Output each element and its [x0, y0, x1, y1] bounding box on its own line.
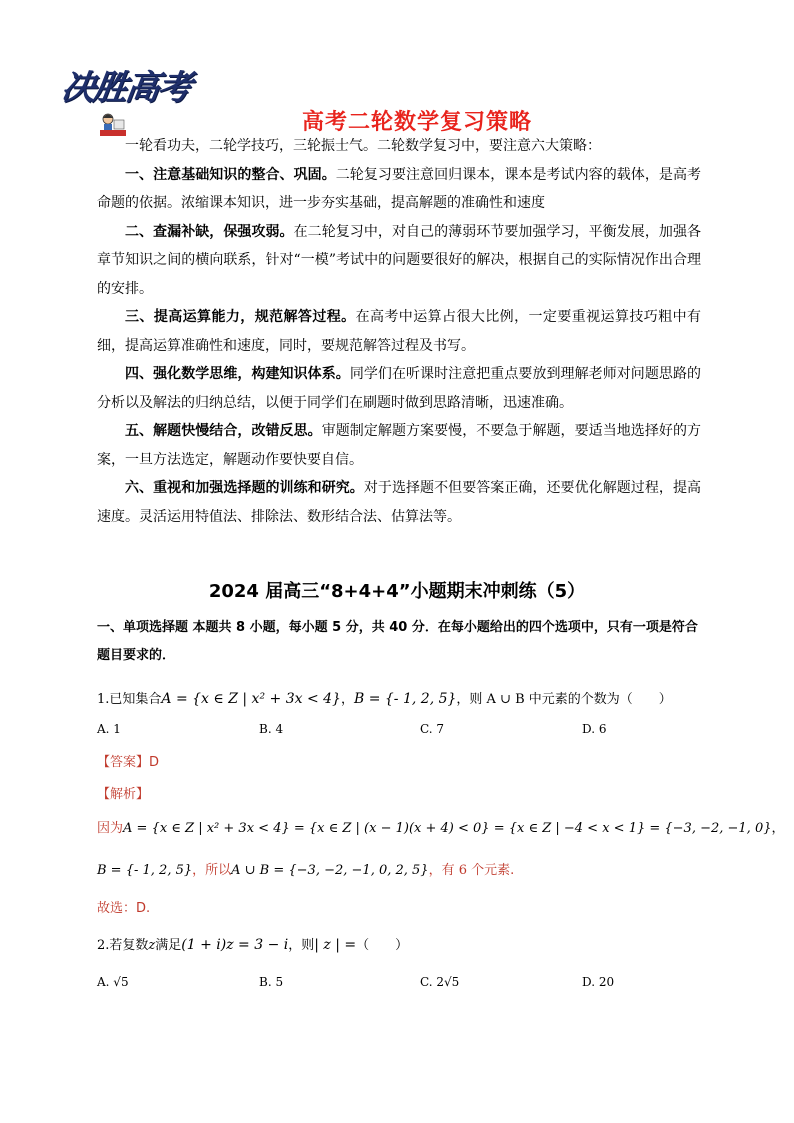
q1-option-a: A. 1	[97, 722, 121, 736]
strategy-paragraph-4: 四、强化数学思维，构建知识体系。同学们在听课时注意把重点要放到理解老师对问题思路的分析以及解法的归纳总结，以便于同学们在刷题时做到思路清晰，迅速准确。	[97, 366, 702, 411]
intro-paragraph: 一轮看功夫，二轮学技巧，三轮振士气。二轮数学复习中，要注意六大策略：	[125, 138, 601, 154]
q1-analysis-line-1: 因为A = {x ∈ Z | x² + 3x < 4} = {x ∈ Z | (x − 1)(x + 4) < 0} = {x ∈ Z | −4 < x < 1} = {−3, −2, −1, 0}，	[97, 821, 785, 836]
strategy-paragraph-5: 五、解题快慢结合，改错反思。审题制定解题方案要慢，不要急于解题，要适当地选择好的方案，一旦方法选定，解题动作要快要自信。	[97, 423, 702, 468]
q1-option-b: B. 4	[259, 722, 284, 736]
q1-analysis-label: 【解析】	[97, 787, 150, 802]
q2-option-c: C. 2√5	[420, 975, 460, 989]
strategy-paragraph-1: 一、注意基础知识的整合、巩固。二轮复习要注意回归课本，课本是考试内容的载体，是高考命题的依据。浓缩课本知识，进一步夯实基础，提高解题的准确性和速度	[97, 166, 701, 211]
q2-option-a: A. √5	[97, 975, 129, 989]
q2-option-d: D. 20	[582, 975, 615, 989]
q1-choose: 故选：D.	[97, 901, 151, 916]
section-title: 2024 届高三“8+4+4”小题期末冲刺练（5）	[208, 581, 586, 602]
q1-set-b: B = {- 1, 2, 5}	[353, 691, 457, 707]
q2-option-b: B. 5	[259, 975, 284, 989]
strategy-section	[97, 132, 701, 531]
question-2: 2.若复数z满足(1 + i)z = 3 − i，则| z | =（ ）	[97, 937, 409, 953]
q1-answer: 【答案】D	[97, 755, 160, 770]
strategy-paragraph-2: 二、查漏补缺，保强攻弱。在二轮复习中，对自己的薄弱环节要加强学习，平衡发展，加强各章节知识之间的横向联系，针对“一模”考试中的问题要很好的解决，根据自己的实际情况作出合理的安排。	[97, 223, 702, 297]
strategy-paragraph-6: 六、重视和加强选择题的训练和研究。对于选择题不但要答案正确，还要优化解题过程，提高速度。灵活运用特值法、排除法、数形结合法、估算法等。	[97, 480, 702, 525]
q1-option-c: C. 7	[420, 722, 445, 736]
q1-suffix: ，则 A ∪ B 中元素的个数为（ ）	[456, 692, 672, 707]
strategy-paragraph-3: 三、提高运算能力，规范解答过程。在高考中运算占很大比例，一定要重视运算技巧粗中有细，提高运算准确性和速度，同时，要规范解答过程及书写。	[97, 309, 702, 354]
logo-text: 决胜高考	[58, 68, 193, 108]
q2-equation: (1 + i)z = 3 − i	[181, 937, 289, 953]
q1-analysis-line-2: B = {- 1, 2, 5}，所以A ∪ B = {−3, −2, −1, 0, 2, 5}，有 6 个元素.	[97, 863, 515, 878]
q1-prefix: 1.已知集合	[97, 692, 162, 707]
page-title: 高考二轮数学复习策略	[301, 110, 532, 135]
q1-set-a: A = {x ∈ Z | x² + 3x < 4}	[161, 691, 341, 707]
question-1: 1.已知集合A = {x ∈ Z | x² + 3x < 4}，B = {- 1, 2, 5}，则 A ∪ B 中元素的个数为（ ）	[97, 691, 672, 707]
q1-option-d: D. 6	[582, 722, 607, 736]
part-description: 一、单项选择题 本题共 8 小题，每小题 5 分，共 40 分．在每小题给出的四个选项中，只有一项是符合题目要求的．	[97, 620, 698, 663]
